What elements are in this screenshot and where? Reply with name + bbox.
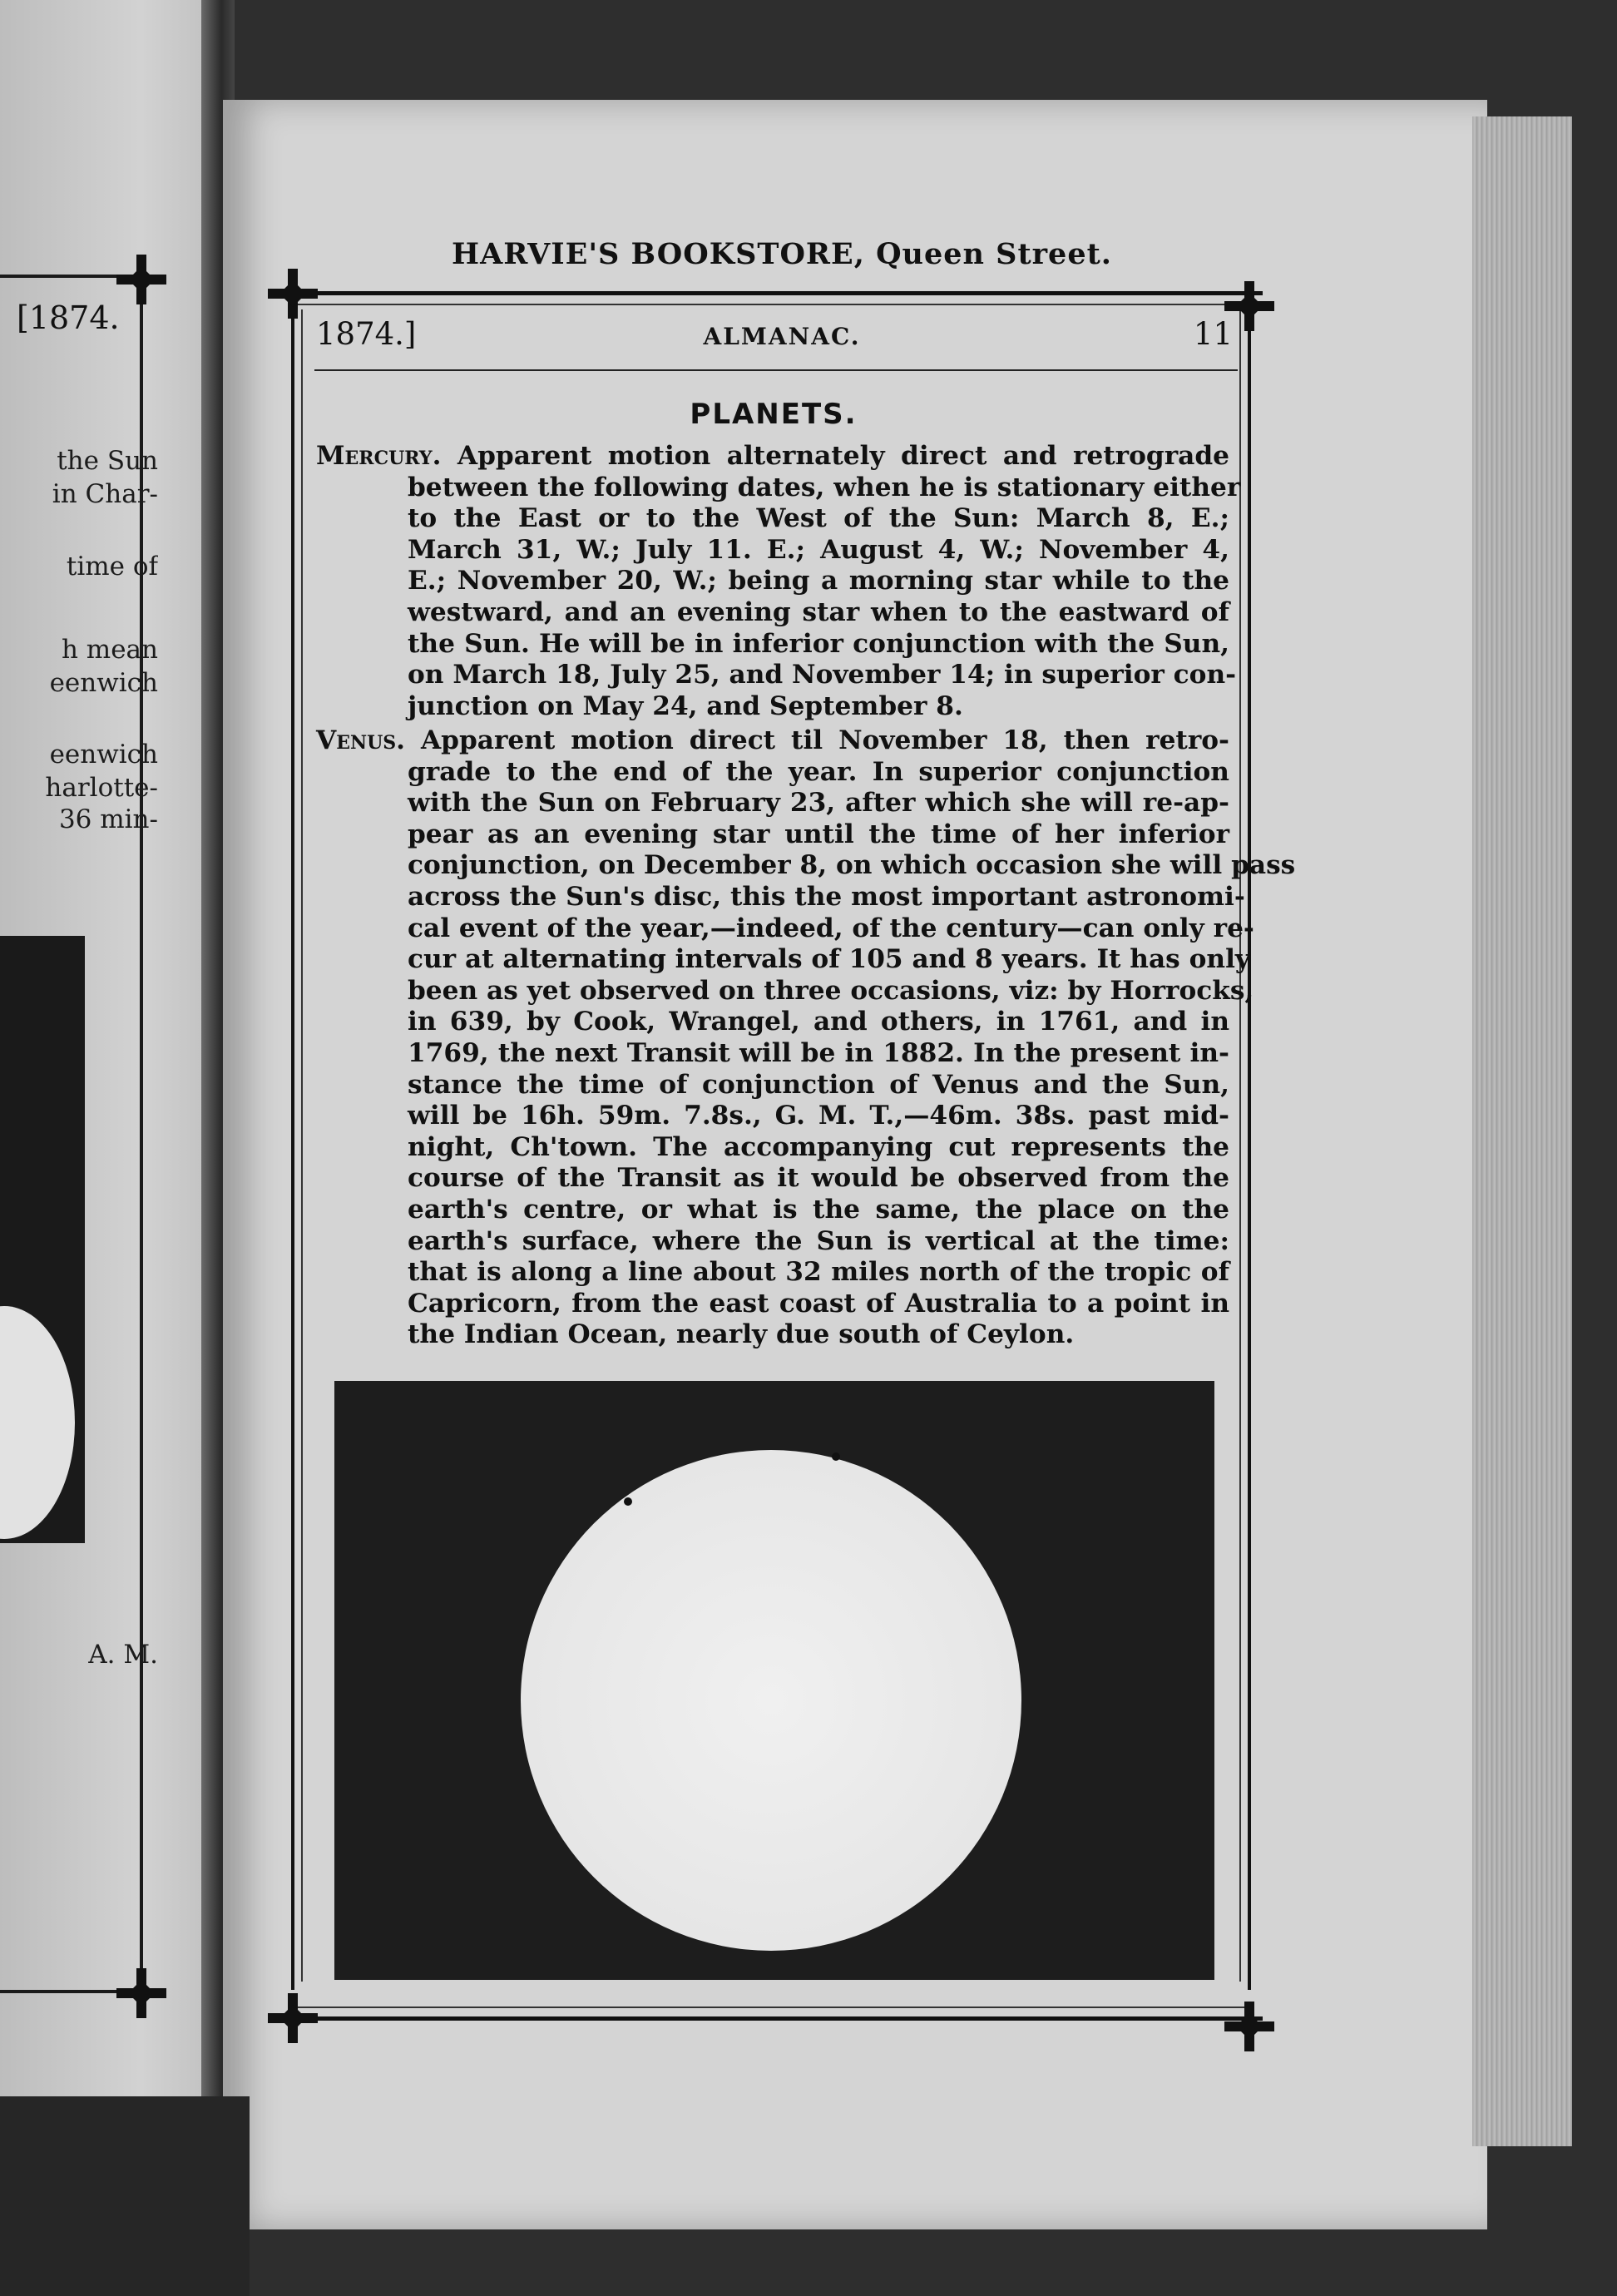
left-page-line: A. M. <box>88 1640 158 1670</box>
text-line: to the East or to the West of the Sun: March 8, E.; <box>408 503 1229 534</box>
venus-paragraph <box>316 725 1296 1351</box>
text-line: will be 16h. 59m. 7.8s., G. M. T.,—46m. 38s. past mid- <box>408 1101 1229 1131</box>
text-line: cal event of the year,—indeed, of the century—can only re- <box>408 913 1254 943</box>
text-line: between the following dates, when he is stationary either <box>408 472 1241 502</box>
venus-position-dot <box>624 1497 632 1506</box>
running-head-year: 1874.] <box>316 316 417 352</box>
left-page-line: the Sun <box>57 446 158 476</box>
text-line <box>316 725 1229 757</box>
text-line: conjunction, on December 8, on which occasion she will pass <box>408 850 1296 881</box>
text-line: junction on May 24, and September 8. <box>408 690 963 721</box>
frame-right-rule <box>1248 309 1251 1990</box>
text-line: Capricorn, from the east coast of Australia to a point in <box>408 1288 1229 1319</box>
venus-position-dot <box>832 1452 840 1461</box>
left-page-year: [1874. <box>17 299 120 336</box>
text-line: E.; November 20, W.; being a morning star while to the <box>408 566 1229 596</box>
scan-background <box>0 2096 250 2296</box>
text-line-content: Apparent motion direct til November 18, then retro- <box>405 725 1229 755</box>
left-page-line: time of <box>66 552 158 581</box>
left-page-line: harlotte- <box>45 773 158 803</box>
frame-bottom-inner-rule <box>296 2007 1253 2008</box>
frame-bottom-rule <box>274 2016 1263 2021</box>
frame-right-inner-rule <box>1239 309 1241 1982</box>
running-head-title: ALMANAC. <box>703 323 861 350</box>
frame-left-inner-rule <box>301 309 303 1982</box>
sun-disc <box>521 1450 1021 1951</box>
left-page-line: eenwich <box>49 668 158 698</box>
text-line: earth's centre, or what is the same, the place on the <box>408 1194 1229 1225</box>
planet-name: Venus. <box>316 725 406 755</box>
page-number: 11 <box>1193 316 1233 352</box>
text-line: earth's surface, where the Sun is vertical at the time: <box>408 1225 1229 1256</box>
text-line: across the Sun's disc, this the most important astronomi- <box>408 881 1245 912</box>
text-line: with the Sun on February 23, after which she will re-ap- <box>408 788 1229 819</box>
cross-ornament-icon <box>268 1993 318 2043</box>
text-line: been as yet observed on three occasions, viz: by Horrocks, <box>408 975 1254 1006</box>
frame-top-rule <box>274 291 1263 295</box>
left-page-line: 36 min- <box>58 804 158 834</box>
planet-name: Mercury. <box>316 441 442 471</box>
section-title: PLANETS. <box>690 398 858 431</box>
mercury-paragraph <box>316 441 1241 722</box>
text-line: that is along a line about 32 miles north of the tropic of <box>408 1257 1229 1288</box>
text-line: night, Ch'town. The accompanying cut represents the <box>408 1131 1229 1162</box>
left-page-line: h mean <box>61 635 158 665</box>
text-line <box>316 441 1229 473</box>
cross-ornament-icon <box>116 255 166 304</box>
text-line: the Sun. He will be in inferior conjunction with the Sun, <box>408 628 1229 659</box>
text-line: course of the Transit as it would be observed from the <box>408 1163 1229 1194</box>
text-line: pear as an evening star until the time of her inferior <box>408 819 1229 849</box>
frame-top-inner-rule <box>296 304 1253 305</box>
text-line: stance the time of conjunction of Venus and the Sun, <box>408 1069 1229 1100</box>
text-line: on March 18, July 25, and November 14; in superior con- <box>408 660 1237 690</box>
text-line: the Indian Ocean, nearly due south of Ceylon. <box>408 1319 1075 1350</box>
page-edges <box>1472 116 1572 2146</box>
bookstore-header: HARVIE'S BOOKSTORE, Queen Street. <box>452 237 1112 271</box>
left-page-frame-right <box>140 275 143 1988</box>
text-line: 1769, the next Transit will be in 1882. In the present in- <box>408 1037 1229 1068</box>
cross-ornament-icon <box>1224 2002 1274 2051</box>
text-line: grade to the end of the year. In superior conjunction <box>408 756 1229 787</box>
text-line-content: Apparent motion alternately direct and retrograde <box>441 441 1229 471</box>
cross-ornament-icon <box>268 269 318 319</box>
cross-ornament-icon <box>116 1968 166 2018</box>
running-head-rule <box>314 369 1238 371</box>
text-line: cur at alternating intervals of 105 and 8 years. It has only <box>408 944 1251 975</box>
text-line: in 639, by Cook, Wrangel, and others, in 1761, and in <box>408 1007 1229 1037</box>
text-line: March 31, W.; July 11. E.; August 4, W.; November 4, <box>408 534 1229 565</box>
text-line: westward, and an evening star when to the eastward of <box>408 596 1229 627</box>
frame-left-rule <box>291 309 294 1990</box>
left-page-line: eenwich <box>49 740 158 769</box>
left-page-line: in Char- <box>52 479 158 509</box>
